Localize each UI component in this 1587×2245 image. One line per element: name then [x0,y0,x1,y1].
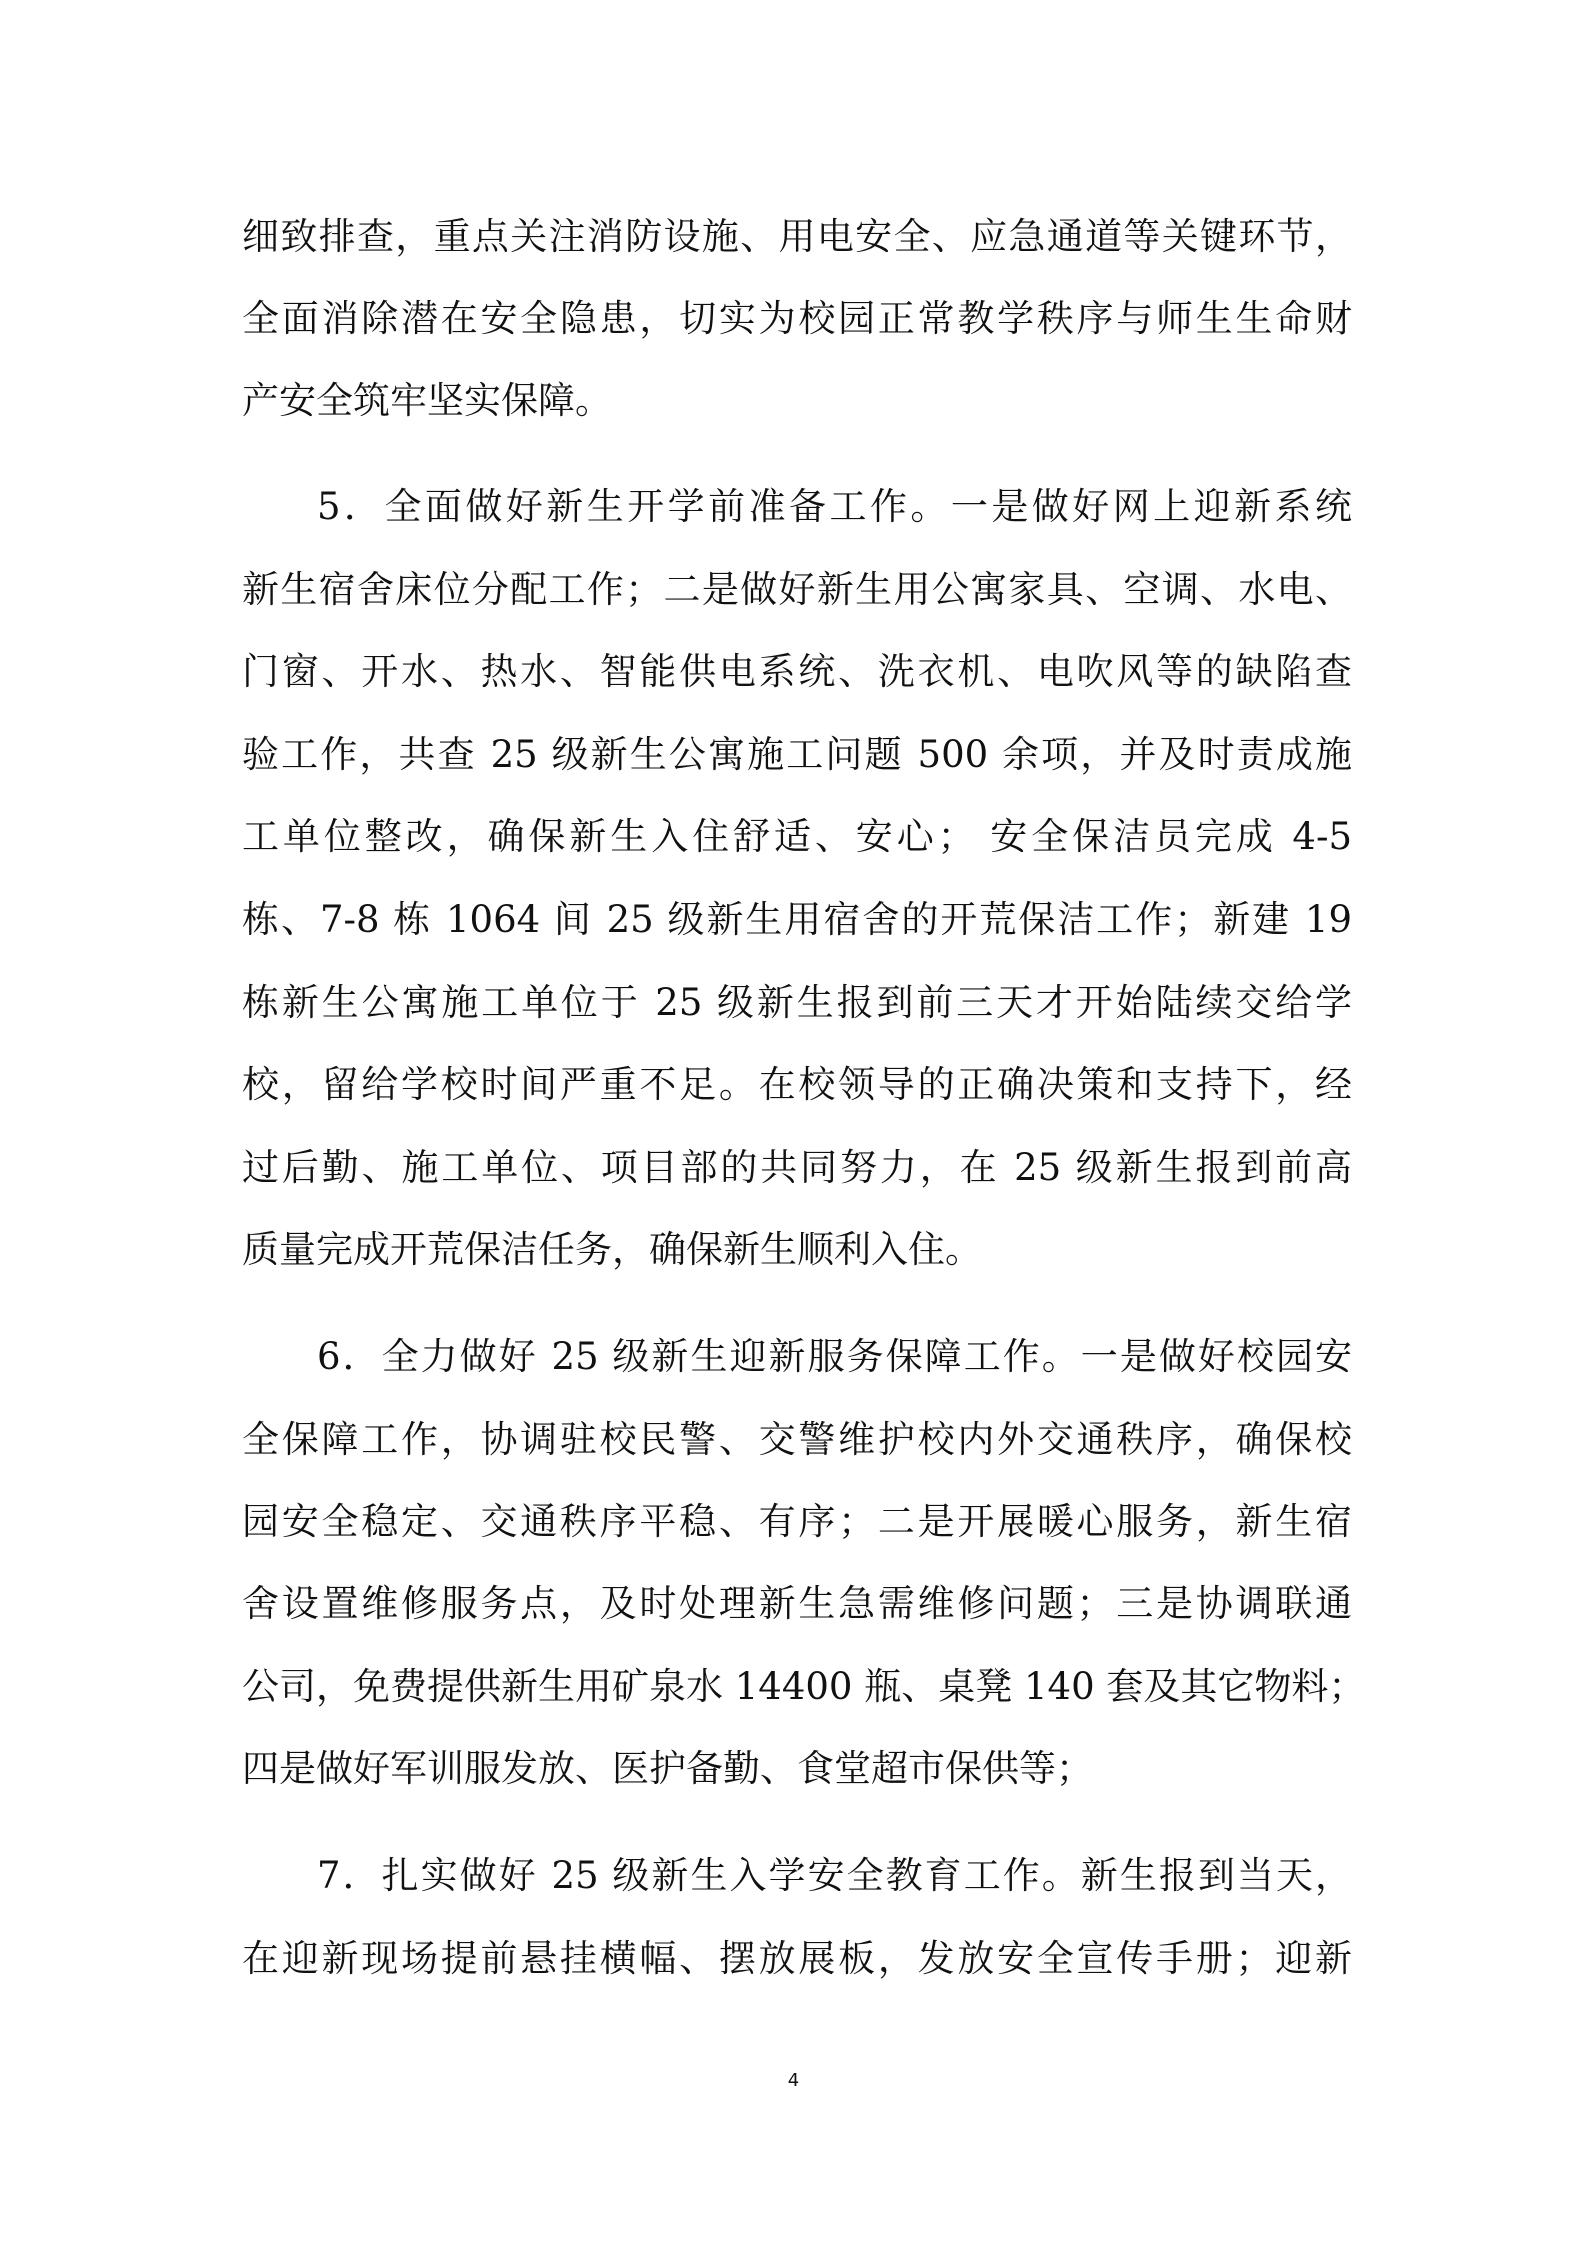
text-line: 产安全筑牢坚实保障。 [242,379,612,422]
text-line: 栋、7-8 栋 1064 间 25 级新生用宿舍的开荒保洁工作；新建 19 [242,898,1352,941]
text-line: 舍设置维修服务点，及时处理新生急需维修问题；三是协调联通 [242,1582,1352,1625]
text-line: 新生宿舍床位分配工作；二是做好新生用公寓家具、空调、水电、 [242,568,1352,611]
text-line: 5．全面做好新生开学前准备工作。一是做好网上迎新系统 [317,485,1352,528]
text-line: 全保障工作，协调驻校民警、交警维护校内外交通秩序，确保校 [242,1418,1352,1461]
text-line: 在迎新现场提前悬挂横幅、摆放展板，发放安全宣传手册；迎新 [242,1937,1352,1980]
text-line: 园安全稳定、交通秩序平稳、有序；二是开展暖心服务，新生宿 [242,1500,1352,1543]
text-line: 校，留给学校时间严重不足。在校领导的正确决策和支持下，经 [242,1063,1352,1106]
text-line: 工单位整改，确保新生入住舒适、安心； 安全保洁员完成 4-5 [242,815,1352,858]
text-line: 细致排查，重点关注消防设施、用电安全、应急通道等关键环节， [242,215,1352,258]
text-line: 公司，免费提供新生用矿泉水 14400 瓶、桌凳 140 套及其它物料； [242,1665,1366,1708]
text-line: 全面消除潜在安全隐患，切实为校园正常教学秩序与师生生命财 [242,297,1352,340]
text-line: 质量完成开荒保洁任务，确保新生顺利入住。 [242,1228,982,1271]
text-line: 门窗、开水、热水、智能供电系统、洗衣机、电吹风等的缺陷查 [242,650,1352,693]
text-line: 四是做好军训服发放、医护备勤、食堂超市保供等； [242,1747,1093,1790]
text-line: 验工作，共查 25 级新生公寓施工问题 500 余项，并及时责成施 [242,733,1352,776]
page-number: 4 [787,2070,800,2091]
text-line: 过后勤、施工单位、项目部的共同努力，在 25 级新生报到前高 [242,1146,1352,1189]
text-line: 6．全力做好 25 级新生迎新服务保障工作。一是做好校园安 [317,1335,1352,1378]
text-line: 7．扎实做好 25 级新生入学安全教育工作。新生报到当天， [317,1854,1352,1897]
text-line: 栋新生公寓施工单位于 25 级新生报到前三天才开始陆续交给学 [242,981,1352,1024]
